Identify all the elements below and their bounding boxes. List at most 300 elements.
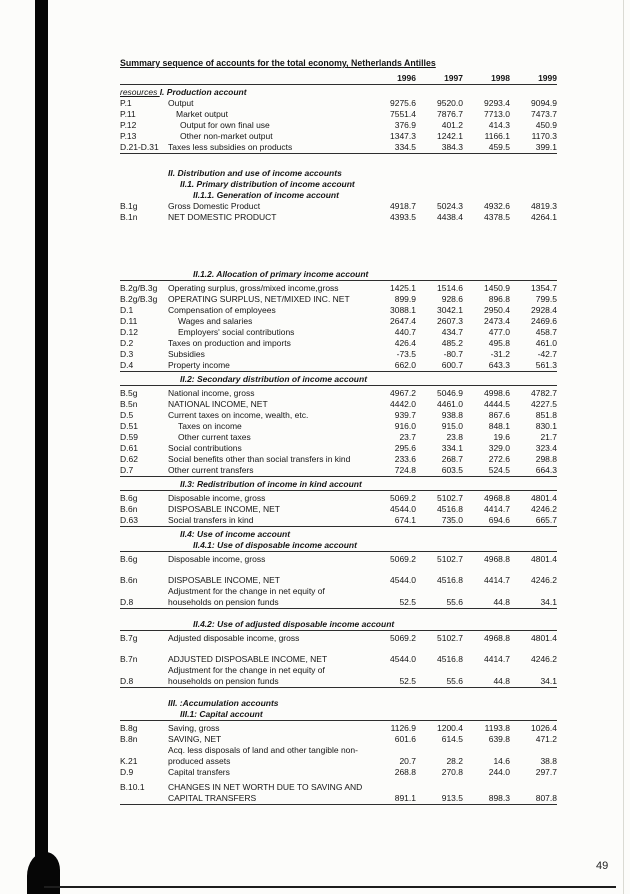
table-row [120, 575, 557, 586]
row-code: D.61 [120, 443, 138, 453]
section-header-text: II.2: Secondary distribution of income account [180, 374, 368, 384]
row-value: 807.8 [535, 793, 557, 803]
row-value: -31.2 [490, 349, 510, 359]
row-value: 665.7 [535, 515, 557, 525]
table-row [120, 633, 557, 644]
accounts-table-region [120, 58, 557, 807]
section-header-text: II.1.1. Generation of income account [193, 190, 339, 200]
row-value: 38.8 [540, 756, 557, 766]
row-code: D.59 [120, 432, 138, 442]
row-label: Other current transfers [168, 465, 254, 475]
row-label: ADJUSTED DISPOSABLE INCOME, NET [168, 654, 328, 664]
row-label: Adjustment for the change in net equity of [168, 665, 325, 675]
row-value: 7876.7 [437, 109, 463, 119]
row-label: Employers' social contributions [178, 327, 295, 337]
row-value: 915.0 [441, 421, 463, 431]
row-code: D.8 [120, 676, 134, 686]
row-value: 601.6 [394, 734, 416, 744]
row-value: 399.1 [535, 142, 557, 152]
row-label: Output for own final use [180, 120, 270, 130]
row-value: 414.3 [488, 120, 510, 130]
row-value: 1026.4 [531, 723, 557, 733]
row-value: 5046.9 [437, 388, 463, 398]
row-code: B.2g/B.3g [120, 294, 158, 304]
row-value: 603.5 [441, 465, 463, 475]
row-value: 916.0 [394, 421, 416, 431]
year-label: 1997 [444, 73, 463, 83]
row-value: 5102.7 [437, 633, 463, 643]
row-value: 5024.3 [437, 201, 463, 211]
year-label: 1999 [538, 73, 557, 83]
account-table-body [120, 73, 557, 807]
table-row [120, 465, 557, 476]
table-row [120, 316, 557, 327]
row-value: 52.5 [399, 597, 416, 607]
table-row [120, 745, 557, 756]
row-label: Taxes less subsidies on products [168, 142, 293, 152]
table-row [120, 432, 557, 443]
row-value: 244.0 [488, 767, 510, 777]
row-code [120, 665, 168, 676]
row-label: Adjusted disposable income, gross [168, 633, 300, 643]
row-value: 44.8 [493, 597, 510, 607]
section-header-text: II. Distribution and use of income accounts [168, 168, 342, 178]
row-value: 4544.0 [390, 504, 416, 514]
row-value: 643.3 [488, 360, 510, 370]
table-row [120, 410, 557, 421]
scan-bottom-edge [44, 886, 616, 888]
table-row [120, 443, 557, 454]
row-value: 20.7 [399, 756, 416, 766]
row-label: Capital transfers [168, 767, 230, 777]
table-row [120, 349, 557, 360]
table-row [120, 756, 557, 767]
row-code: B.1g [120, 201, 138, 211]
row-value: 4801.4 [531, 554, 557, 564]
table-row [120, 654, 557, 665]
row-code: D.21-D.31 [120, 142, 159, 152]
section-header-text: II.4.2: Use of adjusted disposable income account [193, 619, 395, 629]
section-header [120, 374, 557, 385]
row-value: 485.2 [441, 338, 463, 348]
row-code [120, 745, 168, 756]
year-label: 1996 [397, 73, 416, 83]
table-row [120, 360, 557, 371]
row-code: P.13 [120, 131, 137, 141]
row-value: 561.3 [535, 360, 557, 370]
table-row [120, 98, 557, 109]
section-header [120, 709, 557, 720]
table-row [120, 793, 557, 804]
row-value: 4516.8 [437, 654, 463, 664]
row-value: 4414.7 [484, 575, 510, 585]
row-label: Current taxes on income, wealth, etc. [168, 410, 309, 420]
table-row [120, 294, 557, 305]
row-value: 891.1 [394, 793, 416, 803]
row-value: 4227.5 [531, 399, 557, 409]
row-value: 9293.4 [484, 98, 510, 108]
row-label: Subsidies [168, 349, 205, 359]
table-row [120, 515, 557, 526]
page-number: 49 [596, 860, 609, 872]
table-row [120, 723, 557, 734]
row-value: 14.6 [493, 756, 510, 766]
row-value: 7473.7 [531, 109, 557, 119]
row-value: 2607.3 [437, 316, 463, 326]
row-value: 896.8 [488, 294, 510, 304]
row-label: DISPOSABLE INCOME, NET [168, 504, 280, 514]
section-header [120, 619, 557, 630]
row-code: B.7g [120, 633, 138, 643]
row-value: 34.1 [540, 676, 557, 686]
year-header-row [120, 73, 557, 84]
row-value: 55.6 [446, 676, 463, 686]
row-label: Disposable income, gross [168, 493, 266, 503]
table-row [120, 504, 557, 515]
row-value: 3042.1 [437, 305, 463, 315]
row-value: 7713.0 [484, 109, 510, 119]
section-header [120, 540, 557, 551]
row-value: 471.2 [535, 734, 557, 744]
row-value: 4246.2 [531, 504, 557, 514]
row-value: 4968.8 [484, 493, 510, 503]
year-row-label [168, 73, 369, 84]
row-code: D.7 [120, 465, 134, 475]
row-code: B.2g/B.3g [120, 283, 158, 293]
table-row [120, 327, 557, 338]
row-value: 524.5 [488, 465, 510, 475]
row-label: Other non-market output [180, 131, 273, 141]
table-row [120, 665, 557, 676]
row-value: 9094.9 [531, 98, 557, 108]
row-code: D.8 [120, 597, 134, 607]
section-header-text: III. :Accumulation accounts [168, 698, 279, 708]
row-value: 662.0 [394, 360, 416, 370]
row-value: 34.1 [540, 597, 557, 607]
table-row [120, 201, 557, 212]
table-row [120, 388, 557, 399]
row-value: 1170.3 [531, 131, 557, 141]
spacer [120, 644, 557, 654]
row-value: 461.0 [535, 338, 557, 348]
row-label: Other current taxes [178, 432, 251, 442]
row-value: 268.8 [394, 767, 416, 777]
table-row [120, 554, 557, 565]
row-value: 297.7 [535, 767, 557, 777]
row-code: D.51 [120, 421, 138, 431]
table-row [120, 212, 557, 223]
row-value: 233.6 [394, 454, 416, 464]
row-value: 3088.1 [390, 305, 416, 315]
row-value: 694.6 [488, 515, 510, 525]
row-label: Social contributions [168, 443, 242, 453]
row-value: 1126.9 [390, 723, 416, 733]
row-code: P.11 [120, 109, 136, 119]
table-row [120, 283, 557, 294]
row-value: 52.5 [399, 676, 416, 686]
row-value: 9520.0 [437, 98, 463, 108]
row-value: 298.8 [535, 454, 557, 464]
row-value: 329.0 [488, 443, 510, 453]
row-value: 2647.4 [390, 316, 416, 326]
row-value: 928.6 [441, 294, 463, 304]
horizontal-rule [120, 804, 557, 807]
section-header [120, 269, 557, 280]
row-label: Market output [176, 109, 228, 119]
row-code: D.12 [120, 327, 138, 337]
row-code: D.5 [120, 410, 134, 420]
section-header [120, 529, 557, 540]
row-value: 1450.9 [484, 283, 510, 293]
row-value: 4782.7 [531, 388, 557, 398]
row-code: D.63 [120, 515, 138, 525]
row-value: 4461.0 [437, 399, 463, 409]
table-row [120, 454, 557, 465]
row-code: B.5g [120, 388, 138, 398]
row-value: -73.5 [396, 349, 416, 359]
row-value: 4442.0 [390, 399, 416, 409]
row-value: 270.8 [441, 767, 463, 777]
table-title: Summary sequence of accounts for the total economy, Netherlands Antilles [120, 58, 436, 68]
row-code: D.62 [120, 454, 138, 464]
row-code: B.10.1 [120, 782, 145, 792]
row-label: Compensation of employees [168, 305, 276, 315]
section-header [120, 698, 557, 709]
year-label: 1998 [491, 73, 510, 83]
row-code: D.11 [120, 316, 138, 326]
row-value: 23.8 [446, 432, 463, 442]
table-row [120, 676, 557, 687]
row-value: 5102.7 [437, 493, 463, 503]
row-value: 4968.8 [484, 633, 510, 643]
row-value: 4801.4 [531, 633, 557, 643]
row-label: Disposable income, gross [168, 554, 266, 564]
section-header-text: II.4.1: Use of disposable income account [193, 540, 357, 550]
row-code: B.8g [120, 723, 138, 733]
row-label: households on pension funds [168, 597, 279, 607]
row-label: CHANGES IN NET WORTH DUE TO SAVING AND [168, 782, 363, 792]
section-header-text: II.4: Use of income account [180, 529, 291, 539]
row-label: produced assets [168, 756, 231, 766]
table-row [120, 421, 557, 432]
row-value: 4264.1 [531, 212, 557, 222]
row-label: Gross Domestic Product [168, 201, 261, 211]
row-value: 44.8 [493, 676, 510, 686]
row-value: 4819.3 [531, 201, 557, 211]
row-label: Wages and salaries [178, 316, 253, 326]
row-value: 939.7 [394, 410, 416, 420]
row-value: 426.4 [394, 338, 416, 348]
row-code: P.12 [120, 120, 137, 130]
row-value: 440.7 [394, 327, 416, 337]
row-value: 5069.2 [390, 633, 416, 643]
section-header [120, 87, 557, 98]
row-value: 495.8 [488, 338, 510, 348]
row-value: 4378.5 [484, 212, 510, 222]
row-value: 4918.7 [390, 201, 416, 211]
row-value: 55.6 [446, 597, 463, 607]
row-value: 898.3 [488, 793, 510, 803]
row-label: National income, gross [168, 388, 255, 398]
row-value: 938.8 [441, 410, 463, 420]
table-row [120, 767, 557, 778]
row-label: NET DOMESTIC PRODUCT [168, 212, 277, 222]
table-row [120, 597, 557, 608]
row-code: B.5n [120, 399, 138, 409]
row-value: 477.0 [488, 327, 510, 337]
row-label: Taxes on production and imports [168, 338, 291, 348]
section-header [120, 190, 557, 201]
row-value: 848.1 [488, 421, 510, 431]
row-value: 434.7 [441, 327, 463, 337]
row-value: 4246.2 [531, 575, 557, 585]
section-header-text: II.1. Primary distribution of income account [180, 179, 355, 189]
table-row [120, 131, 557, 142]
row-value: 4438.4 [437, 212, 463, 222]
section-header-text: resources [120, 87, 160, 97]
table-row [120, 586, 557, 597]
row-value: 272.6 [488, 454, 510, 464]
row-code: B.6g [120, 554, 138, 564]
row-value: 4932.6 [484, 201, 510, 211]
row-value: 851.8 [535, 410, 557, 420]
row-value: -80.7 [443, 349, 463, 359]
row-value: 2928.4 [531, 305, 557, 315]
spacer [120, 611, 557, 619]
row-value: 4544.0 [390, 575, 416, 585]
row-value: 401.2 [441, 120, 463, 130]
row-value: 4998.6 [484, 388, 510, 398]
row-code: K.21 [120, 756, 138, 766]
table-row [120, 338, 557, 349]
table-row [120, 120, 557, 131]
row-value: 23.7 [399, 432, 416, 442]
row-code: D.4 [120, 360, 134, 370]
row-code: B.6g [120, 493, 138, 503]
row-label: DISPOSABLE INCOME, NET [168, 575, 280, 585]
table-row [120, 305, 557, 316]
row-label: Taxes on income [178, 421, 242, 431]
spacer [120, 223, 557, 269]
table-row [120, 142, 557, 153]
row-value: 4414.7 [484, 654, 510, 664]
row-value: 28.2 [446, 756, 463, 766]
row-value: 1242.1 [437, 131, 463, 141]
row-value: 799.5 [535, 294, 557, 304]
row-value: 1425.1 [390, 283, 416, 293]
row-value: 1347.3 [390, 131, 416, 141]
row-value: 899.9 [394, 294, 416, 304]
row-value: 4516.8 [437, 504, 463, 514]
row-label: Social benefits other than social transfers in kind [168, 454, 351, 464]
row-code: D.9 [120, 767, 134, 777]
row-value: 4544.0 [390, 654, 416, 664]
row-value: 4801.4 [531, 493, 557, 503]
row-value: 674.1 [394, 515, 416, 525]
row-value: 323.4 [535, 443, 557, 453]
row-value: 2469.6 [531, 316, 557, 326]
spacer [120, 565, 557, 575]
row-value: 867.6 [488, 410, 510, 420]
row-code: P.1 [120, 98, 132, 108]
row-code: B.6n [120, 575, 138, 585]
row-value: 600.7 [441, 360, 463, 370]
row-value: 21.7 [540, 432, 557, 442]
row-code: B.7n [120, 654, 138, 664]
row-value: 450.9 [535, 120, 557, 130]
section-header-text: II.1.2. Allocation of primary income account [193, 269, 369, 279]
row-label: OPERATING SURPLUS, NET/MIXED INC. NET [168, 294, 350, 304]
row-value: 7551.4 [390, 109, 416, 119]
row-value: 384.3 [441, 142, 463, 152]
table-row [120, 734, 557, 745]
row-value: 1193.8 [484, 723, 510, 733]
table-row [120, 399, 557, 410]
row-code: D.2 [120, 338, 134, 348]
row-value: 2473.4 [484, 316, 510, 326]
row-label: Saving, gross [168, 723, 220, 733]
row-value: 735.0 [441, 515, 463, 525]
row-value: 614.5 [441, 734, 463, 744]
section-header [120, 479, 557, 490]
section-header-text: II.3: Redistribution of income in kind account [180, 479, 362, 489]
row-label: Social transfers in kind [168, 515, 254, 525]
section-header-text: I. Production account [159, 87, 247, 97]
table-row [120, 782, 557, 793]
row-value: 4393.5 [390, 212, 416, 222]
row-label: Acq. less disposals of land and other tangible non- [168, 745, 358, 755]
row-value: 830.1 [535, 421, 557, 431]
row-value: 268.7 [441, 454, 463, 464]
row-code: D.3 [120, 349, 134, 359]
row-label: Adjustment for the change in net equity of [168, 586, 325, 596]
row-value: 4967.2 [390, 388, 416, 398]
row-value: 5069.2 [390, 554, 416, 564]
row-value: 458.7 [535, 327, 557, 337]
row-label: households on pension funds [168, 676, 279, 686]
spacer [120, 156, 557, 168]
row-label: NATIONAL INCOME, NET [168, 399, 268, 409]
row-value: 639.8 [488, 734, 510, 744]
spacer [120, 690, 557, 698]
row-value: 913.5 [441, 793, 463, 803]
table-row [120, 109, 557, 120]
row-value: 5069.2 [390, 493, 416, 503]
row-label: Output [168, 98, 194, 108]
row-value: 1166.1 [484, 131, 510, 141]
row-value: 334.5 [394, 142, 416, 152]
row-code: B.6n [120, 504, 138, 514]
row-value: 9275.6 [390, 98, 416, 108]
row-code [120, 586, 168, 597]
row-value: 1354.7 [531, 283, 557, 293]
row-value: 4414.7 [484, 504, 510, 514]
row-code: B.8n [120, 734, 138, 744]
page-right-edge [623, 0, 624, 894]
section-header [120, 179, 557, 190]
row-value: 4968.8 [484, 554, 510, 564]
row-value: 4444.5 [484, 399, 510, 409]
row-value: 459.5 [488, 142, 510, 152]
table-row [120, 493, 557, 504]
section-header [120, 168, 557, 179]
row-value: 19.6 [493, 432, 510, 442]
row-value: 2950.4 [484, 305, 510, 315]
row-value: -42.7 [537, 349, 557, 359]
row-value: 334.1 [441, 443, 463, 453]
row-value: 295.6 [394, 443, 416, 453]
row-label: SAVING, NET [168, 734, 222, 744]
